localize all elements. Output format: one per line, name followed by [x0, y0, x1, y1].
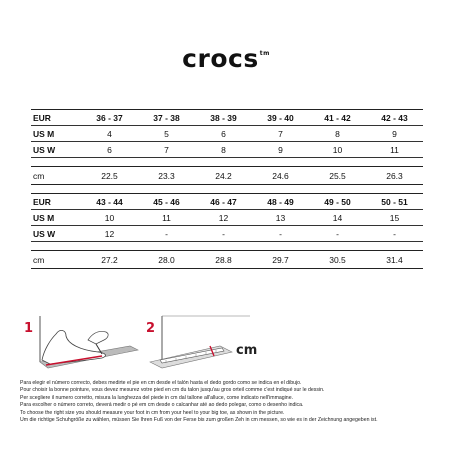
logo-text: crocs [182, 44, 259, 73]
table-cell: - [138, 226, 195, 242]
step-2-number: 2 [146, 321, 156, 336]
size-table-2 [31, 193, 423, 269]
table-cell: 8 [309, 126, 366, 142]
unit-label: cm [236, 343, 258, 358]
table-cell: 15 [366, 210, 423, 226]
crocs-logo [0, 44, 452, 73]
table-cell: 22.5 [81, 167, 138, 185]
table-cell: 11 [138, 210, 195, 226]
table-cell: 6 [195, 126, 252, 142]
table-cell: 29.7 [252, 251, 309, 269]
row-label: US M [31, 126, 81, 142]
table-row-us-m [31, 126, 423, 142]
table-cell: 36 - 37 [81, 110, 138, 126]
table-cell: 45 - 46 [138, 194, 195, 210]
table-cell: 9 [366, 126, 423, 142]
table-spacer [31, 158, 423, 167]
trademark-mark: tm [259, 50, 270, 57]
table-cell: 49 - 50 [309, 194, 366, 210]
table-cell: 7 [138, 142, 195, 158]
step-1-number: 1 [24, 321, 34, 336]
table-row-cm [31, 167, 423, 185]
table-spacer [31, 242, 423, 251]
instruction-de: Um die richtige Schuhgröße zu wählen, müssen Sie Ihren Fuß von der Ferse bis zum großen Zeh in cm messen, so wie es in der Zeichnung angegeben ist. [20, 417, 378, 424]
table-cell: 25.5 [309, 167, 366, 185]
table-row-cm [31, 251, 423, 269]
table-row-us-w [31, 142, 423, 158]
table-cell: 41 - 42 [309, 110, 366, 126]
table-cell: 27.2 [81, 251, 138, 269]
instruction-en: To choose the right size you should measure your foot in cm from your heel to your big toe, as shown in the picture. [20, 409, 285, 416]
table-cell: - [195, 226, 252, 242]
row-label: cm [31, 251, 81, 269]
table-cell: 7 [252, 126, 309, 142]
table-cell: 14 [309, 210, 366, 226]
table-cell: 46 - 47 [195, 194, 252, 210]
foot-measurement-illustration [10, 310, 260, 380]
row-label: cm [31, 167, 81, 185]
table-cell: 24.2 [195, 167, 252, 185]
table-cell: 8 [195, 142, 252, 158]
table-cell: 50 - 51 [366, 194, 423, 210]
table-cell: 37 - 38 [138, 110, 195, 126]
table-cell: 10 [309, 142, 366, 158]
table-cell: 12 [81, 226, 138, 242]
table-cell: 4 [81, 126, 138, 142]
table-cell: - [252, 226, 309, 242]
table-cell: 12 [195, 210, 252, 226]
table-cell: 9 [252, 142, 309, 158]
table-row-eur [31, 110, 423, 126]
instruction-it: Per scegliere il numero corretto, misura la lunghezza del piede in cm dal tallone all'alluce, come indicato nell'immagine. [20, 394, 294, 401]
table-cell: 26.3 [366, 167, 423, 185]
hand-icon [88, 331, 108, 344]
table-cell: - [366, 226, 423, 242]
table-cell: 28.0 [138, 251, 195, 269]
row-label: EUR [31, 194, 81, 210]
table-row-us-w [31, 226, 423, 242]
row-label: US M [31, 210, 81, 226]
instruction-es: Para elegir el número correcto, debes medirte el pie en cm desde el talón hasta el dedo gordo como se indica en el dibujo. [20, 380, 302, 386]
table-cell: 23.3 [138, 167, 195, 185]
table-row-eur [31, 194, 423, 210]
size-table-1 [31, 109, 423, 185]
table-cell: 42 - 43 [366, 110, 423, 126]
table-cell: 10 [81, 210, 138, 226]
instruction-fr: Pour choisir la bonne pointure, vous devez mesurez votre pied en cm du talon jusqu'au gros orteil comme c'est indiqué sur le dessin. [20, 387, 325, 394]
instructions [20, 380, 440, 424]
table-cell: 38 - 39 [195, 110, 252, 126]
table-cell: 24.6 [252, 167, 309, 185]
table-cell: - [309, 226, 366, 242]
table-cell: 13 [252, 210, 309, 226]
table-cell: 31.4 [366, 251, 423, 269]
row-label: US W [31, 226, 81, 242]
table-cell: 28.8 [195, 251, 252, 269]
table-cell: 48 - 49 [252, 194, 309, 210]
row-label: US W [31, 142, 81, 158]
table-cell: 30.5 [309, 251, 366, 269]
table-cell: 39 - 40 [252, 110, 309, 126]
table-cell: 5 [138, 126, 195, 142]
table-cell: 11 [366, 142, 423, 158]
row-label: EUR [31, 110, 81, 126]
table-row-us-m [31, 210, 423, 226]
table-cell: 6 [81, 142, 138, 158]
instruction-pt: Para escolher o número correto, deverá medir o pé em cm desde o calcanhar até ao dedo polegar, como o desenho indica. [20, 402, 304, 409]
table-cell: 43 - 44 [81, 194, 138, 210]
